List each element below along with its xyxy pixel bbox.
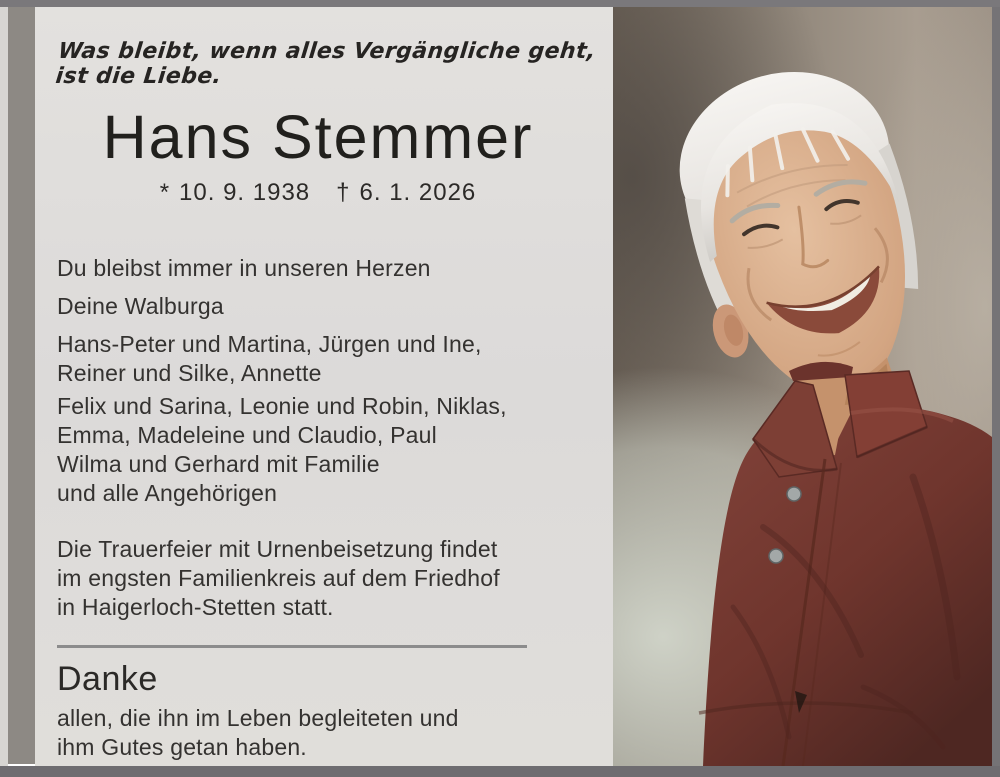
portrait-illustration xyxy=(613,7,992,766)
life-dates xyxy=(35,179,601,207)
family-line: Hans-Peter und Martina, Jürgen und Ine, xyxy=(57,331,482,357)
relatives-lines xyxy=(57,392,507,508)
birth-date-group xyxy=(160,179,310,207)
cross-died-icon: † xyxy=(336,179,351,207)
frame-bottom xyxy=(0,766,1000,777)
left-gray-strip xyxy=(8,7,35,764)
remembrance-line: Du bleibst immer in unseren Herzen xyxy=(57,255,431,281)
family-line: Reiner und Silke, Annette xyxy=(57,360,322,386)
notice-header xyxy=(35,105,601,207)
funeral-info xyxy=(57,535,500,622)
memorial-quote: Was bleibt, wenn alles Vergängliche geht, ist die Liebe. xyxy=(54,39,598,89)
funeral-line: im engsten Familienkreis auf dem Friedhof xyxy=(57,565,500,591)
thanks-lines xyxy=(57,704,459,762)
portrait-photo xyxy=(613,7,992,766)
thanks-line: allen, die ihn im Leben begleiteten und xyxy=(57,705,459,731)
relatives-line: Wilma und Gerhard mit Familie xyxy=(57,451,380,477)
birth-date: 10. 9. 1938 xyxy=(179,179,311,207)
funeral-line: Die Trauerfeier mit Urnenbeisetzung findet xyxy=(57,536,498,562)
frame-right xyxy=(992,7,1000,766)
thanks-line: ihm Gutes getan haben. xyxy=(57,734,307,760)
relatives-line: Felix und Sarina, Leonie und Robin, Niklas, xyxy=(57,393,507,419)
family-lines xyxy=(57,330,482,388)
notice-card xyxy=(35,7,613,766)
relatives-line: Emma, Madeleine und Claudio, Paul xyxy=(57,422,437,448)
death-date: 6. 1. 2026 xyxy=(359,179,477,207)
deceased-name: Hans Stemmer xyxy=(102,103,534,171)
left-white-margin xyxy=(0,7,8,766)
relatives-line: und alle Angehörigen xyxy=(57,480,278,506)
divider-line xyxy=(57,645,527,648)
star-born-icon: * xyxy=(159,179,171,207)
spouse-line: Deine Walburga xyxy=(57,293,224,319)
thanks-title: Danke xyxy=(57,660,158,698)
death-date-group xyxy=(336,179,476,207)
frame-top xyxy=(0,0,1000,7)
funeral-line: in Haigerloch-Stetten statt. xyxy=(57,594,334,620)
